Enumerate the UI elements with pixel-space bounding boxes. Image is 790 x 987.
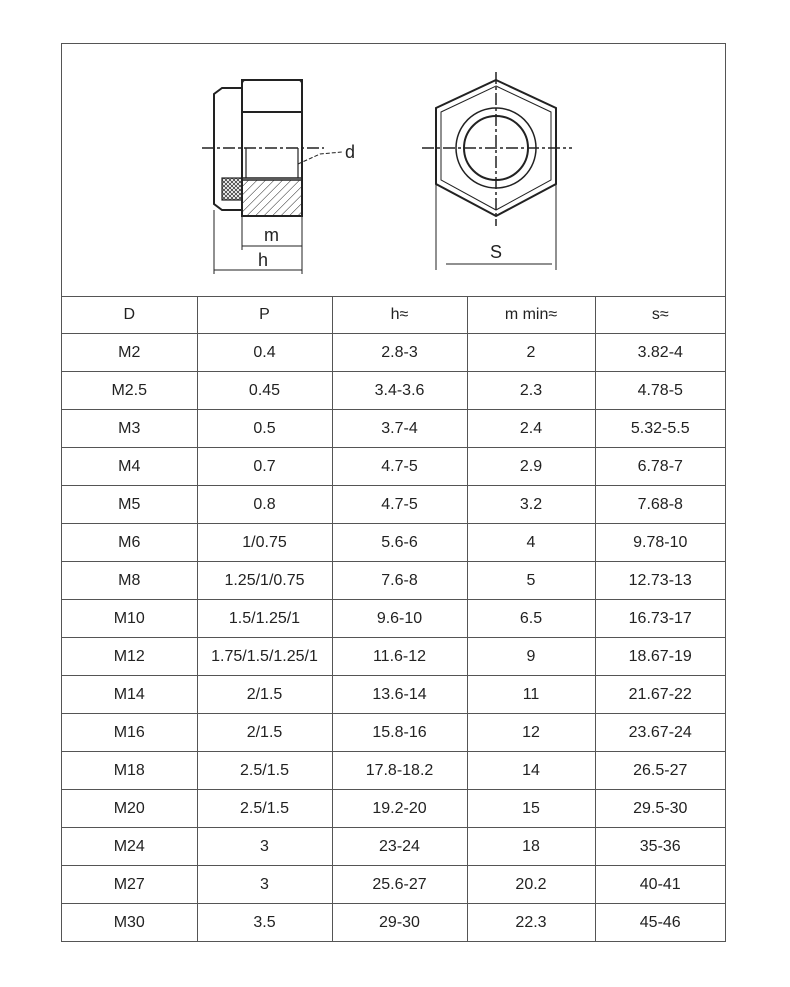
- table-cell: 2.8-3: [332, 334, 467, 372]
- table-cell: 25.6-27: [332, 866, 467, 904]
- table-row: [62, 334, 725, 372]
- table-cell: 0.5: [197, 410, 332, 448]
- table-cell: 13.6-14: [332, 676, 467, 714]
- table-cell: 17.8-18.2: [332, 752, 467, 790]
- table-cell: 3: [197, 828, 332, 866]
- table-cell: 0.4: [197, 334, 332, 372]
- table-cell: 14: [467, 752, 595, 790]
- table-row: [62, 676, 725, 714]
- table-cell: 23.67-24: [595, 714, 725, 752]
- spec-sheet: [61, 43, 726, 942]
- table-cell: 11: [467, 676, 595, 714]
- table-row: [62, 714, 725, 752]
- table-cell: 15.8-16: [332, 714, 467, 752]
- nut-drawing-svg: [62, 44, 725, 296]
- table-cell: M30: [62, 904, 197, 942]
- table-cell: M18: [62, 752, 197, 790]
- table-cell: 23-24: [332, 828, 467, 866]
- table-cell: 1/0.75: [197, 524, 332, 562]
- table-cell: 6.5: [467, 600, 595, 638]
- table-cell: 5.6-6: [332, 524, 467, 562]
- table-cell: 21.67-22: [595, 676, 725, 714]
- table-cell: 20.2: [467, 866, 595, 904]
- table-cell: 9: [467, 638, 595, 676]
- table-cell: M12: [62, 638, 197, 676]
- table-cell: 26.5-27: [595, 752, 725, 790]
- table-row: [62, 828, 725, 866]
- table-body: [62, 334, 725, 942]
- table-cell: 2/1.5: [197, 676, 332, 714]
- table-cell: M6: [62, 524, 197, 562]
- table-row: [62, 904, 725, 942]
- table-cell: 4: [467, 524, 595, 562]
- table-cell: 1.5/1.25/1: [197, 600, 332, 638]
- table-cell: M3: [62, 410, 197, 448]
- table-cell: 12.73-13: [595, 562, 725, 600]
- table-cell: 7.68-8: [595, 486, 725, 524]
- table-row: [62, 790, 725, 828]
- table-cell: 45-46: [595, 904, 725, 942]
- table-cell: M4: [62, 448, 197, 486]
- table-cell: 16.73-17: [595, 600, 725, 638]
- table-cell: 40-41: [595, 866, 725, 904]
- d-label: d: [345, 142, 356, 162]
- table-cell: 11.6-12: [332, 638, 467, 676]
- table-cell: 7.6-8: [332, 562, 467, 600]
- table-row: [62, 866, 725, 904]
- table-cell: 15: [467, 790, 595, 828]
- table-cell: M8: [62, 562, 197, 600]
- table-cell: M2.5: [62, 372, 197, 410]
- table-row: [62, 562, 725, 600]
- header-d: D: [62, 296, 197, 334]
- table-cell: M27: [62, 866, 197, 904]
- table-cell: 1.75/1.5/1.25/1: [197, 638, 332, 676]
- table-row: [62, 448, 725, 486]
- table-cell: M5: [62, 486, 197, 524]
- table-cell: 5: [467, 562, 595, 600]
- header-h: h≈: [332, 296, 467, 334]
- table-cell: 19.2-20: [332, 790, 467, 828]
- table-row: [62, 638, 725, 676]
- header-p: P: [197, 296, 332, 334]
- table-cell: 5.32-5.5: [595, 410, 725, 448]
- table-cell: 3.4-3.6: [332, 372, 467, 410]
- table-cell: 3.82-4: [595, 334, 725, 372]
- table-cell: 1.25/1/0.75: [197, 562, 332, 600]
- table-cell: 3.2: [467, 486, 595, 524]
- table-cell: 2/1.5: [197, 714, 332, 752]
- d-leader: [298, 152, 342, 164]
- table-cell: 2: [467, 334, 595, 372]
- table-cell: 2.9: [467, 448, 595, 486]
- nut-spec-table: [62, 296, 725, 941]
- table-cell: M20: [62, 790, 197, 828]
- table-cell: 4.78-5: [595, 372, 725, 410]
- table-cell: 9.6-10: [332, 600, 467, 638]
- table-cell: 0.45: [197, 372, 332, 410]
- table-cell: 2.5/1.5: [197, 790, 332, 828]
- table-cell: 2.3: [467, 372, 595, 410]
- table-cell: 3.5: [197, 904, 332, 942]
- table-cell: 29.5-30: [595, 790, 725, 828]
- table-cell: 0.8: [197, 486, 332, 524]
- header-s: s≈: [595, 296, 725, 334]
- table-cell: M16: [62, 714, 197, 752]
- table-row: [62, 372, 725, 410]
- table-cell: 29-30: [332, 904, 467, 942]
- table-row: [62, 524, 725, 562]
- header-m: m min≈: [467, 296, 595, 334]
- table-header-row: [62, 296, 725, 334]
- table-cell: 18.67-19: [595, 638, 725, 676]
- m-label: m: [264, 225, 279, 245]
- table-cell: 3.7-4: [332, 410, 467, 448]
- table-row: [62, 486, 725, 524]
- table-cell: M14: [62, 676, 197, 714]
- table-cell: 9.78-10: [595, 524, 725, 562]
- table-cell: 18: [467, 828, 595, 866]
- section-hatch: [242, 180, 302, 216]
- table-cell: M2: [62, 334, 197, 372]
- technical-drawing: [62, 44, 725, 297]
- table-cell: 4.7-5: [332, 448, 467, 486]
- table-row: [62, 600, 725, 638]
- nylon-insert-hatch: [222, 178, 242, 200]
- table-cell: 35-36: [595, 828, 725, 866]
- h-label: h: [258, 250, 269, 270]
- table-cell: 2.5/1.5: [197, 752, 332, 790]
- table-cell: M24: [62, 828, 197, 866]
- table-row: [62, 410, 725, 448]
- table-cell: 4.7-5: [332, 486, 467, 524]
- table-cell: 0.7: [197, 448, 332, 486]
- table-cell: 12: [467, 714, 595, 752]
- table-cell: 3: [197, 866, 332, 904]
- s-label: S: [490, 242, 503, 262]
- table-cell: 6.78-7: [595, 448, 725, 486]
- table-cell: 22.3: [467, 904, 595, 942]
- table-row: [62, 752, 725, 790]
- table-cell: M10: [62, 600, 197, 638]
- table-cell: 2.4: [467, 410, 595, 448]
